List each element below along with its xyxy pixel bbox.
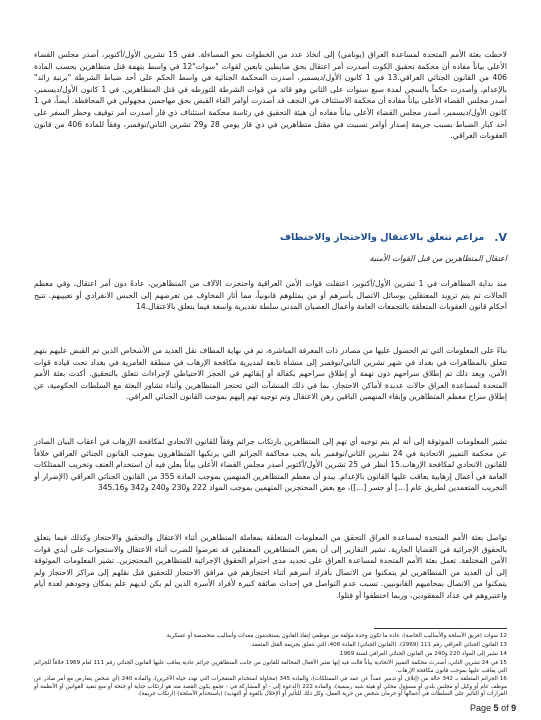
of-label: of [501,703,509,713]
paragraph-arrests: منذ بداية المظاهرات في 1 تشرين الأول/أكتوبر، اعتقلت قوات الأمن العراقية واحتجزت الآلاف من المتظاهرين، عادةً دون أمر اعتقال، وفي معظم الحالات تم يتم تزويد المعتقلين بوسائل الاتصال بأسرهم أو من يمثلوهم قانونياً، مما أثار المخاوف من تعرضهم إلى الحبس الانفرادي أو تعييبهم. تتيح أحكام قانون العقوبات المتعلقة بالتجمعات العامة وأعمال العصيان المدني سلطة تقديرية واسعة فيما يتعلق بالاعتقال.14 [34,279,507,312]
paragraph-treatment: تواصل بعثة الأمم المتحدة لمساعدة العراق التحقق من المعلومات المتعلقة بمعاملة المتظاهرين أثناء الاعتقال والتحقيق والاحتجاز وكذلك فيما يتعلق بالحقوق الإجرائية في القضايا الجارية. تشير التقارير إلى أن بعض المتظاهرين المعتقلين قد تعرضوا للضرب أثناء الاعتقال والاستجواب على أيدي قوات الأمن المختلفة. تعمل بعثة الأمم المتحدة لمساعدة العراق على تحديد مدى احترام الحقوق الإجرائية للمتظاهرين المحتجزين. تشير المعلومات الموثوقة إلى أن العديد من المتظاهرين لم يتمكنوا من الاتصال بأفراد أسرهم أثناء احتجازهم في مرافق الاحتجاز للتحقيق قبل نقلهم إلى مراكز الاحتجاز ولم يتمكنوا من الاتصال بمحاميهم القانونيين. تسبب عدم التواصل في إحداث ضائقة كبيرة لأفراد الأسرة الذين لم يكن لديهم علم بمكان وجودهم لعدة أيام واعتبروهم في عداد المفقودين، وربما اختطفوا أو قتلوا. [34,533,507,600]
page-number-footer [470,703,516,713]
paragraph-accountability: لاحظت بعثة الأمم المتحدة لمساعدة العراق (يونامي) إلى اتخاذ عدد من الخطوات نحو المساءلة. ففي 15 تشرين الأول/أكتوبر، أصدر مجلس القضاء الأعلى بياناً مفاده أن محكمة تحقيق الكوت أصدرت أمر اعتقال بحق ضابطين تابعين لقوات "سوات"12 في واسط بتهمة قتل متظاهرين بحسب المادة 406 من القانون الجنائي العراقي.13 في 1 كانون الأول/ديسمبر، أصدرت المحكمة الجنائية في واسط الحكم على أحد ضباط الشرطة "برتبة رائد" بالإعدام، وأصدرت حكماً بالسجن لمدة سبع سنوات على الثاني وهو قائد من قوات الشرطة للتورطه في قتل المتظاهرين. في 1 كانون الأول/ديسمبر، أصدر مجلس القضاء الأعلى بياناً مفاده أن محكمة الاستئناف في النجف قد أصدرت أوامر القاء القبض بحق مهاجمين مجهولين في المحافظة. أيضاً، في 1 كانون الأول/ديسمبر، أصدر مجلس القضاء الأعلى بياناً مفاده أن هيئة التحقيق في رئاسة محكمة استئناف ذي قار أصدرت أمر توقيف وحظر السفر على أحد كبار الضباط بسبب جريمة إصدار أوامر تسببت في مقتل متظاهرين في ذي قار يومي 28 و29 تشرين الثاني/نوفمبر، وفقاً للمادة 406 من قانون العقوبات العراقي. [34,50,508,141]
subsection-title: اعتقال المتظاهرين من قبل القوات الأمنية [369,254,507,263]
total-pages: 9 [511,703,517,713]
section-heading [34,230,507,244]
paragraph-transfers: بناءً على المعلومات التي تم الحصول عليها من مصادر ذات المعرفة المباشرة، تم في نهاية المطاف نقل العديد من الأشخاص الذين تم القبض عليهم بتهم تتعلق بالمظاهرات في بغداد في شهر تشرين الثاني/نوفمبر إلى منشأة تابعة لمديرية مكافحة الإرهاب في منطقة العامرية في بغداد تحت قيادة قوات الأمن، وبعد ذلك تم إطلاق سراحهم دون تهمة أو إطلاق سراحهم بكفالة أو إبقائهم في الحجز الاحتياطي لإجراءات تتعلق بالتحقيق. أكدت بعثة الأمم المتحدة لمساعدة العراق حالات عديدة لأماكن الاحتجاز، بما في ذلك المنشآت التي تحتجز المتظاهرين وأثناء تشاور البعثة مع السلطات الحكومية، عن إطلاق سراح معظم المتظاهرين وإبقاء المتهمين الباقين رهن الاعتقال وتم توجيه تهم إليهم بموجب القانون الجنائي العراقي. [34,346,507,402]
footnote: 16 الجرائم المتعلقة بـ 342 حالة من (إتلاف أو تدمير عمداً عن عمد في الممتلكات)، والمادة 345 (محاولة استخدام المتفجرات التي تهدد حياة الآخرين)، والمادة 240 (أي شخص يتعارض مع أمر صادر عن موظف عام أو وكيل أو مجلس بلدي أو مسؤول محلي أو هيئة شبه رسمية)، والمادة 222 (الدعوة إلى - أو المشاركة في - تجمع يكون القصد منه هو ارتكاب جناية أو جنحة أو منع تنفيذ القوانين أو الأنظمة أو القرارات أو التأثير على السلطات في أعمالها أو حرمان شخص من حرية العمل، وكل ذلك للتأثير أو الإخلال بالقوة أو التهديد) (باستخدام الأسلحة) (ارتكاب جريمة). [34,676,507,698]
footnote: 15 في 24 تشرين الثاني، أصدرت محكمة التمييز الاتحادية بياناً قالت فيه إنها تعتبر الأفعال المخالفة للقانون من جانب المتظاهرين جرائم عادية يعاقب عليها القانون الجنائي رقم 111 لعام 1969 خلافاً للجرائم التي يعاقب عليها بموجب قانون مكافحة الإرهاب. [34,660,507,674]
page-label: Page [470,703,492,713]
footnote: 14 تشير إلى المواد 220 و240 من القانون الجنائي العراقي لسنة 1969. [338,651,507,657]
section-title: مزاعم تتعلق بالاعتقال والاحتجاز والاختطاف [279,231,485,243]
footnote: 12 سوات (فريق الأسلحة والأساليب الخاصة)، عادة ما تكون وحدة مؤلفة من موظفي إنفاذ القانون يستخدمون معدات وأساليب متخصصة أو عسكرية. [165,633,507,639]
footnote-separator [374,628,507,629]
section-number: V. [494,230,507,244]
footnote: 13 القانون الجنائي العراقي رقم 111 (1969). (القانون الجنائي) المادة 406، التي تتعلق بجريمة القتل المتعمد. [249,642,507,648]
current-page: 5 [493,703,499,713]
paragraph-charges: تشير المعلومات الموثوقة إلى أنه لم يتم توجيه أي تهم إلى المتظاهرين بارتكاب جرائم وفقاً للقانون الاتحادي لمكافحة الإرهاب في أعقاب البيان الصادر عن محكمة التمييز الاتحادية في 24 تشرين الثاني/نوفمبر بأنه يجب محاكمة الجرائم التي يرتكبها المتظاهرون بموجب القانون الجنائي العراقي خلافاً للقانون الاتحادي لمكافحة الإرهاب.15 أنظر في 25 تشرين الأول/أكتوبر أصدر مجلس القضاء الأعلى بياناً يعلن فيه أن استخدام العنف وتخريب الممتلكات العامة في أعمال إرهابية يعاقب عليها القانون بالإعدام. يبدو أن معظم المتظاهرين المتهمين بموجب المادة 355 من القانون الجنائي العراقي (الإضرار أو التخريب المتعمدين لطريق عام [...] أو جسر [...])، مع بعض المحتجزين المتهمين بموجب المواد 222 و230 و240 و342 و345.16 [34,437,507,493]
